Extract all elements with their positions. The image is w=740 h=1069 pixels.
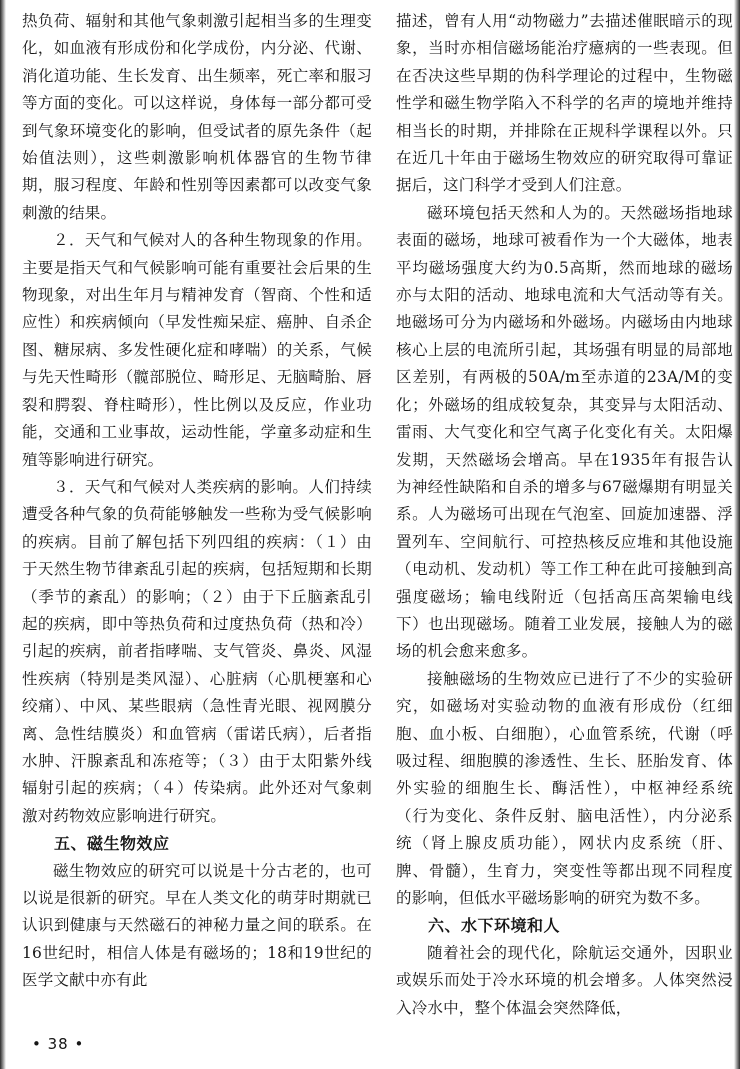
left-paragraph-1: 热负荷、辐射和其他气象刺激引起相当多的生理变化，如血液有形成份和化学成份，内分泌、代谢、消化道功能、生长发育、出生频率，死亡率和服习等方面的变化。可以这样说，身体每一部分都可受到气象环境变化的影响，但受试者的原先条件（起始值法则），这些刺激影响机体器官的生物节律期，服习程度、年龄和性别等因素都可以改变气象刺激的结果。 [22, 12, 372, 222]
section-heading-underwater: 六、水下环境和人 [428, 916, 561, 936]
left-paragraph-4: 磁生物效应的研究可以说是十分古老的，也可以说是很新的研究。早在人类文化的萌芽时期就已认识到健康与天然磁石的神秘力量之间的联系。在16世纪时，相信人体是有磁场的；18和19世纪的医学文献中亦有此 [22, 861, 372, 990]
right-column [396, 8, 733, 1022]
right-paragraph-4: 随着社会的现代化，除航运交通外，因职业或娱乐而处于冷水环境的机会增多。人体突然浸入冷水中，整个体温会突然降低， [396, 943, 733, 1017]
binding-shadow-left [0, 0, 6, 1069]
left-column [22, 8, 372, 995]
right-paragraph-2: 磁环境包括天然和人为的。天然磁场指地球表面的磁场，地球可被看作为一个大磁体，地表平均磁场强度大约为0.5高斯，然而地球的磁场亦与太阳的活动、地球电流和大气活动等有关。地磁场可分为内磁场和外磁场。内磁场由内地球核心上层的电流所引起，其场强有明显的局部地区差别，有两极的50A/m至赤道的23A/M的变化；外磁场的组成较复杂，其变异与太阳活动、雷雨、大气变化和空气离子化变化有关。太阳爆发期，天然磁场会增高。早在1935年有报告认为神经性缺陷和自杀的增多与67磁爆期有明显关系。人为磁场可出现在气泡室、回旋加速器、浮置列车、空间航行、可控热核反应堆和其他设施（电动机、发动机）等工作工种在此可接触到高强度磁场；输电线附近（包括高压高架输电线下）也出现磁场。随着工业发展，接触人为的磁场的机会愈来愈多。 [396, 203, 733, 661]
right-paragraph-3: 接触磁场的生物效应已进行了不少的实验研究，如磁场对实验动物的血液有形成份（红细胞、血小板、白细胞），心血管系统，代谢（呼吸过程、细胞膜的渗透性、生长、胚胎发育、体外实验的细胞生长、酶活性），中枢神经系统（行为变化、条件反射、脑电活性），内分泌系统（肾上腺皮质功能），网状内皮系统（肝、脾、骨髓），生育力，突变性等都出现不同程度的影响，但低水平磁场影响的研究为数不多。 [396, 669, 733, 907]
section-heading-magnetic: 五、磁生物效应 [54, 834, 170, 854]
left-paragraph-3: ３．天气和气候对人类疾病的影响。人们持续遭受各种气象的负荷能够触发一些称为受气候影响的疾病。目前了解包括下列四组的疾病：（１）由于天然生物节律紊乱引起的疾病，包括短期和长期（季节的紊乱）的影响；（２）由于下丘脑紊乱引起的疾病，即中等热负荷和过度热负荷（热和冷）引起的疾病，前者指哮喘、支气管炎、鼻炎、风湿性疾病（特别是类风湿）、心脏病（心肌梗塞和心绞痛）、中风、某些眼病（急性青光眼、视网膜分离、急性结膜炎）和血管病（雷诺氏病），后者指水肿、汗腺紊乱和冻疮等；（３）由于太阳紫外线辐射引起的疾病；（４）传染病。此外还对气象刺激对药物效应影响进行研究。 [22, 477, 372, 825]
right-paragraph-1: 描述，曾有人用“动物磁力”去描述催眠暗示的现象，当时亦相信磁场能治疗癔病的一些表现。但在否决这些早期的伪科学理论的过程中，生物磁性学和磁生物学陷入不科学的名声的境地并维持相当长的时期，并排除在正规科学课程以外。只在近几十年由于磁场生物效应的研究取得可靠证据后，这门科学才受到人们注意。 [396, 12, 733, 195]
page-number: • 38 • [32, 1035, 85, 1053]
binding-shadow-right [734, 0, 740, 1069]
left-paragraph-2: ２．天气和气候对人的各种生物现象的作用。主要是指天气和气候影响可能有重要社会后果的生物现象，对出生年月与精神发育（智商、个性和适应性）和疾病倾向（早发性痴呆症、癌肿、自杀企图、糖尿病、多发性硬化症和哮喘）的关系，气候与先天性畸形（髋部脱位、畸形足、无脑畸胎、唇裂和腭裂、脊柱畸形），性比例以及反应，作业功能，交通和工业事故，运动性能，学童多动症和生殖等影响进行研究。 [22, 231, 372, 469]
